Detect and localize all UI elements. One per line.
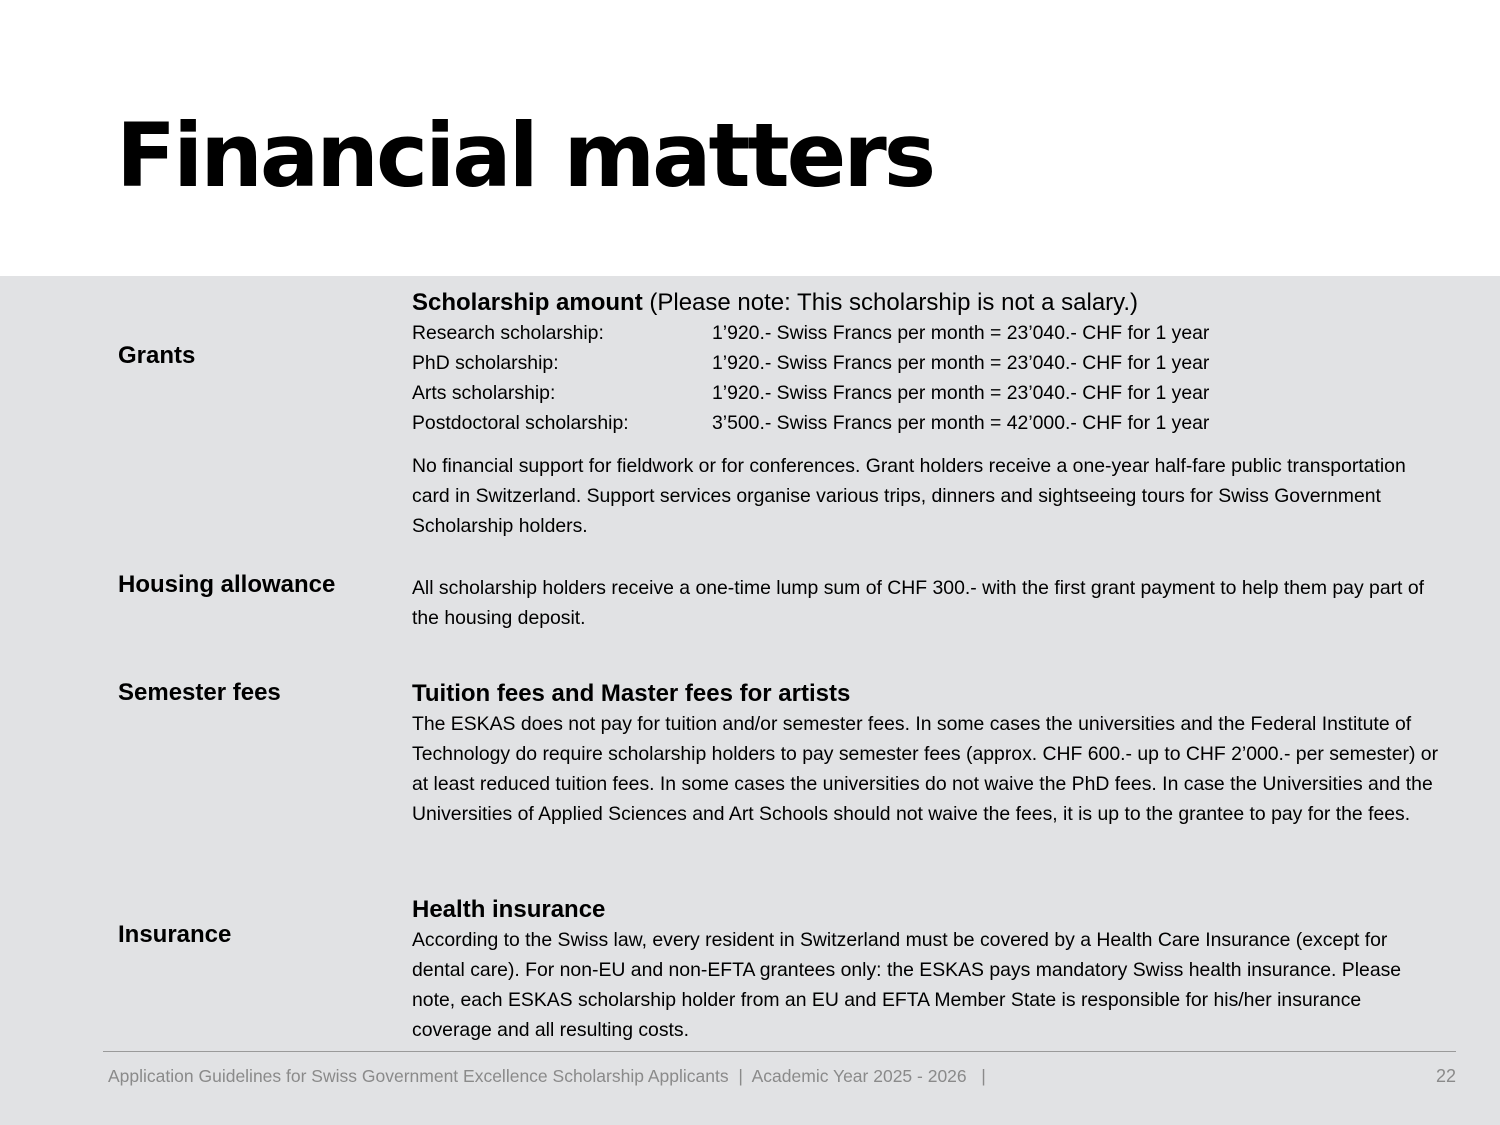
section-label-grants: Grants (118, 342, 196, 369)
scholarship-type: Postdoctoral scholarship: (412, 412, 629, 434)
insurance-text: According to the Swiss law, every resident in Switzerland must be covered by a Health Care Insurance (except for dental care). For non-EU and non-EFTA grantees only: the ESKAS pays mandatory Swiss health insurance. Please note, each ESKAS scholarship holder from an EU and EFTA Member State is responsible for his/her insurance coverage and all resulting costs. (412, 929, 1402, 1041)
scholarship-table (412, 318, 1442, 438)
health-insurance-heading: Health insurance (412, 896, 606, 923)
scholarship-value: 1’920.- Swiss Francs per month = 23’040.- CHF for 1 year (712, 322, 1210, 344)
semester-text: The ESKAS does not pay for tuition and/or semester fees. In some cases the universities and the Federal Institute of Technology do require scholarship holders to pay semester fees (approx. CHF 600.- up to CHF 2’000.- per semester) or at least reduced tuition fees. In some cases the universities do not waive the PhD fees. In case the Universities and the Universities of Applied Sciences and Art Schools should not waive the fees, it is up to the grantee to pay for the fees. (412, 713, 1439, 825)
section-label-insurance: Insurance (118, 921, 232, 948)
housing-text: All scholarship holders receive a one-time lump sum of CHF 300.- with the first grant payment to help them pay part of the housing deposit. (412, 577, 1425, 629)
insurance-section (412, 895, 1442, 1045)
footer-divider (103, 1051, 1456, 1052)
scholarship-type: Arts scholarship: (412, 382, 556, 404)
footer-text: Application Guidelines for Swiss Government Excellence Scholarship Applicants | Academic Year 2025 - 2026 | (108, 1066, 986, 1086)
page-number: 22 (1435, 1066, 1456, 1086)
scholarship-amount-heading: Scholarship amount (412, 289, 643, 316)
section-label-housing: Housing allowance (118, 571, 336, 598)
semester-section (412, 679, 1442, 829)
grants-section (412, 288, 1442, 541)
scholarship-value: 1’920.- Swiss Francs per month = 23’040.- CHF for 1 year (712, 382, 1210, 404)
scholarship-type: Research scholarship: (412, 322, 604, 344)
tuition-heading: Tuition fees and Master fees for artists (412, 680, 851, 707)
grants-heading (412, 288, 1442, 318)
table-row (412, 318, 1442, 348)
scholarship-note: (Please note: This scholarship is not a salary.) (649, 289, 1139, 316)
section-label-semester-fees: Semester fees (118, 679, 281, 706)
page-title: Financial matters (116, 104, 934, 207)
table-row (412, 348, 1442, 378)
grants-text: No financial support for fieldwork or for conferences. Grant holders receive a one-year half-fare public transportation card in Switzerland. Support services organise various trips, dinners and sightseeing tours for Swiss Government Scholarship holders. (412, 455, 1406, 537)
scholarship-type: PhD scholarship: (412, 352, 559, 374)
scholarship-value: 1’920.- Swiss Francs per month = 23’040.- CHF for 1 year (712, 352, 1210, 374)
housing-section (412, 573, 1442, 633)
table-row (412, 408, 1442, 438)
table-row (412, 378, 1442, 408)
scholarship-value: 3’500.- Swiss Francs per month = 42’000.- CHF for 1 year (712, 412, 1210, 434)
